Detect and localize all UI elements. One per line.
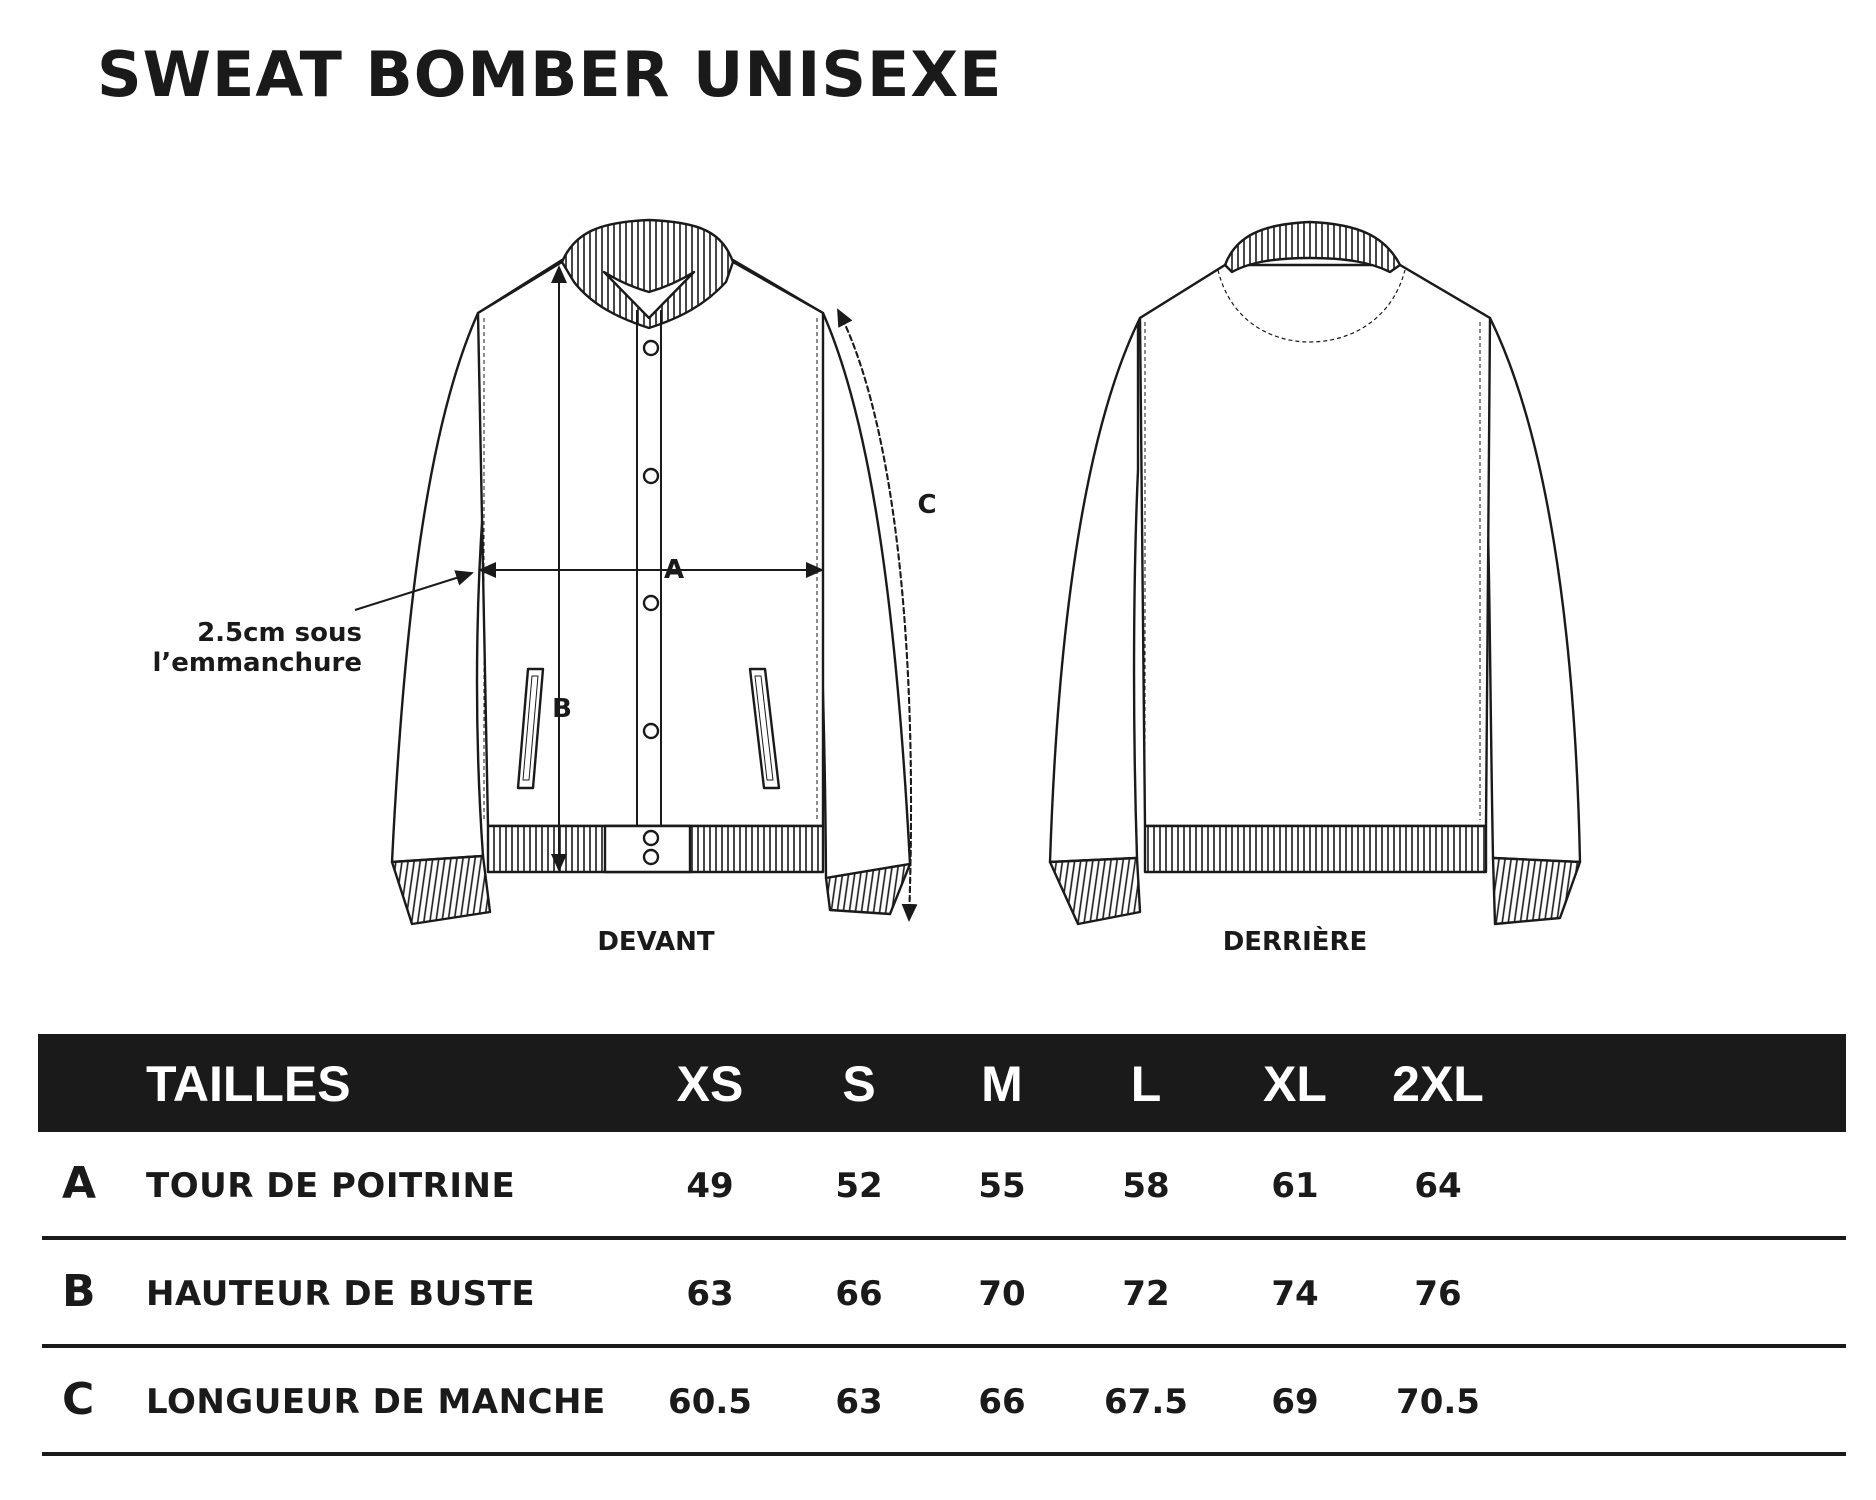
size-table-header <box>38 1034 1846 1132</box>
size-xs: XS <box>676 1056 744 1112</box>
value-xs: 60.5 <box>668 1382 752 1422</box>
value-2xl: 76 <box>1414 1274 1462 1314</box>
value-xl: 61 <box>1271 1166 1319 1206</box>
value-m: 66 <box>978 1382 1026 1422</box>
back-jacket-drawing <box>1050 222 1580 924</box>
value-m: 55 <box>978 1166 1026 1206</box>
row-divider <box>42 1452 1846 1456</box>
value-l: 58 <box>1122 1166 1170 1206</box>
measure-a-label: A <box>663 555 685 585</box>
size-m: M <box>981 1056 1023 1112</box>
value-s: 66 <box>835 1274 883 1314</box>
row-letter: B <box>62 1266 96 1317</box>
back-left-cuff <box>1050 858 1140 924</box>
front-left-cuff <box>392 856 490 924</box>
size-l: L <box>1130 1056 1162 1112</box>
value-xs: 49 <box>686 1166 734 1206</box>
value-l: 67.5 <box>1104 1382 1188 1422</box>
value-xl: 74 <box>1271 1274 1319 1314</box>
size-2xl: 2XL <box>1392 1056 1484 1112</box>
value-s: 63 <box>835 1382 883 1422</box>
page-title: SWEAT BOMBER UNISEXE <box>97 38 1003 111</box>
row-label: TOUR DE POITRINE <box>146 1166 516 1206</box>
row-label: LONGUEUR DE MANCHE <box>146 1382 606 1422</box>
note-line-1: 2.5cm sous <box>197 618 362 648</box>
measure-c-label: C <box>917 490 937 520</box>
back-right-cuff <box>1493 858 1580 924</box>
size-s: S <box>842 1056 876 1112</box>
value-xl: 69 <box>1271 1382 1319 1422</box>
size-xl: XL <box>1263 1056 1327 1112</box>
back-view-label: DERRIÈRE <box>1222 927 1368 957</box>
value-2xl: 70.5 <box>1396 1382 1480 1422</box>
value-xs: 63 <box>686 1274 734 1314</box>
value-2xl: 64 <box>1414 1166 1462 1206</box>
value-m: 70 <box>978 1274 1026 1314</box>
note-line-2: l’emmanchure <box>152 648 362 678</box>
front-view-label: DEVANT <box>597 927 715 957</box>
table-row-body-height <box>38 1240 1846 1348</box>
back-body <box>1140 265 1490 826</box>
value-l: 72 <box>1122 1274 1170 1314</box>
sizes-heading: TAILLES <box>146 1056 351 1112</box>
row-letter: A <box>62 1158 97 1209</box>
value-s: 52 <box>835 1166 883 1206</box>
back-waistband <box>1145 826 1486 872</box>
row-letter: C <box>62 1374 95 1425</box>
row-label: HAUTEUR DE BUSTE <box>146 1274 536 1314</box>
table-row-chest <box>38 1132 1846 1240</box>
table-row-sleeve-length <box>38 1348 1846 1456</box>
measure-b-label: B <box>552 694 572 724</box>
front-jacket-drawing <box>392 220 910 924</box>
